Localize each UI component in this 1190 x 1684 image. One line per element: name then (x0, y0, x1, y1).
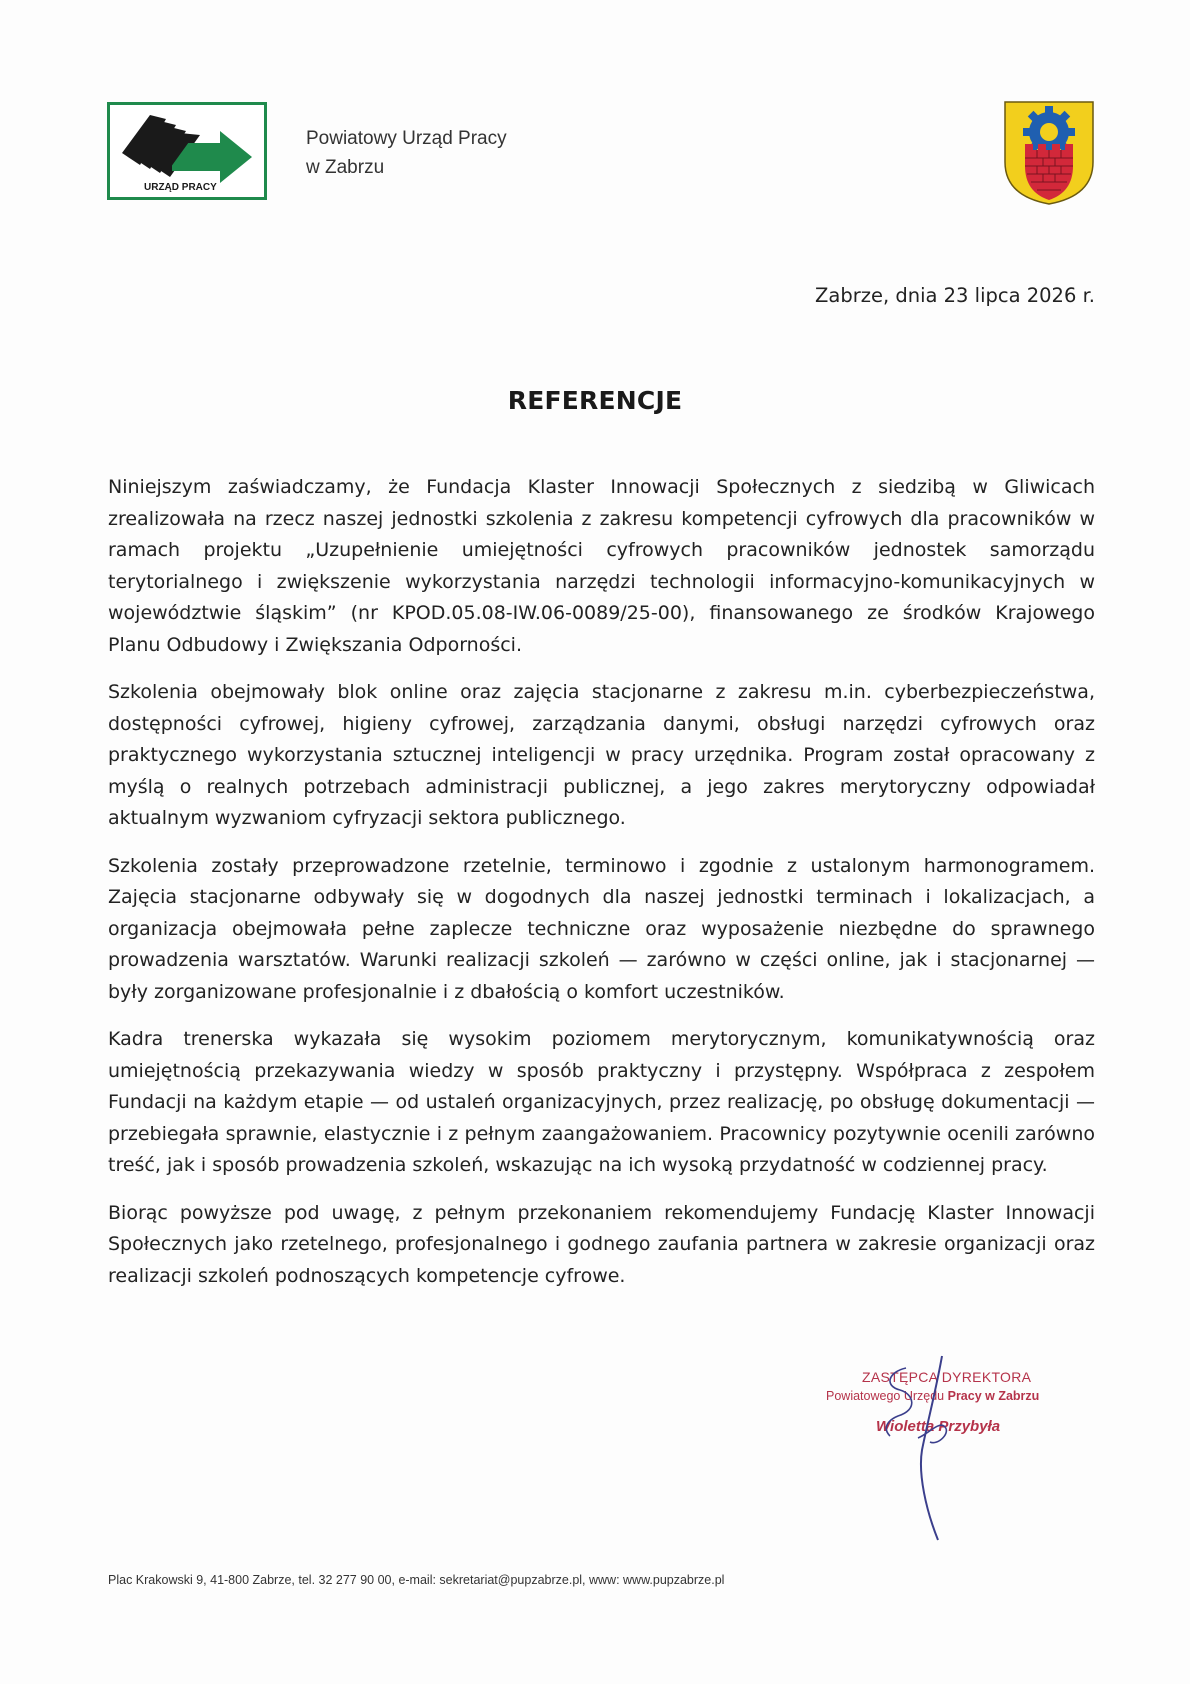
stamp-position: ZASTĘPCA DYREKTORA (862, 1369, 1032, 1385)
paragraph: Kadra trenerska wykazała się wysokim poziomem merytorycznym, komunikatywnością oraz umiejętnością przekazywania wiedzy w sposób praktyczny i przystępny. Współpraca z zespołem Fundacji na każdym etapie — od ustaleń organizacyjnych, przez realizację, po obsługę dokumentacji — przebiegała sprawnie, elastycznie i z pełnym zaangażowaniem. Pracownicy pozytywnie ocenili zarówno treść, jak i sposób prowadzenia szkoleń, wskazując na ich wysoką przydatność w codziennej pracy. (108, 1028, 1095, 1176)
paragraph: Szkolenia obejmowały blok online oraz zajęcia stacjonarne z zakresu m.in. cyberbezpieczeństwa, dostępności cyfrowej, higieny cyfrowej, zarządzania danymi, obsługi narzędzi cyfrowych oraz praktycznego wykorzystania sztucznej inteligencji w pracy urzędnika. Program został opracowany z myślą o realnych potrzebach administracji publicznej, a jego zakres merytoryczny odpowiadał aktualnym wyzwaniom cyfryzacji sektora publicznego. (108, 681, 1095, 829)
stamp-signatory-name: Wioletta Przybyła (876, 1418, 1001, 1435)
zabrze-coat-of-arms (1003, 100, 1095, 206)
paragraph: Szkolenia zostały przeprowadzone rzetelnie, terminowo i zgodnie z ustalonym harmonogramem. Zajęcia stacjonarne odbywały się w dogodnych dla naszej jednostki terminach i lokalizacjach, a organizacja obejmowała pełne zaplecze techniczne oraz wyposażenie niezbędne do sprawnego prowadzenia warsztatów. Warunki realizacji szkoleń — zarówno w części online, jak i stacjonarnej — były zorganizowane profesjonalnie i z dbałością o komfort uczestników. (108, 854, 1095, 1003)
organization-name (306, 124, 507, 182)
paragraph: Niniejszym zaświadczamy, że Fundacja Klaster Innowacji Społecznych z siedzibą w Gliwicach zrealizowała na rzecz naszej jednostki szkolenia z zakresu kompetencji cyfrowych dla pracowników w ramach projektu „Uzupełnienie umiejętności cyfrowych pracowników jednostek samorządu terytorialnego i zwiększenie wykorzystania narzędzi technologii informacyjno-komunikacyjnych w województwie śląskim” (nr KPOD.05.08-IW.06-0089/25-00), finansowanego ze środków Krajowego Planu Odbudowy i Zwiększania Odporności. (108, 476, 1095, 656)
logo-text: URZĄD PRACY (144, 182, 217, 193)
urzad-pracy-logo (107, 102, 267, 200)
stamp-institution-bold: Pracy w Zabrzu (947, 1389, 1040, 1403)
letter-body (108, 472, 1095, 1308)
footer-contact: Plac Krakowski 9, 41-800 Zabrze, tel. 32 277 90 00, e-mail: sekretariat@pupzabrze.pl, www: www.pupzabrze.pl (108, 1573, 725, 1587)
org-name-line1: Powiatowy Urząd Pracy (306, 128, 507, 149)
stamp-institution-prefix: Powiatowego Urzędu (826, 1389, 948, 1403)
handwritten-signature (818, 1350, 1058, 1560)
document-title: REFERENCJE (507, 386, 683, 415)
document-date: Zabrze, dnia 23 lipca 2026 r. (815, 284, 1095, 307)
org-name-line2: w Zabrzu (306, 157, 385, 178)
official-stamp (818, 1350, 1058, 1560)
paragraph: Biorąc powyższe pod uwagę, z pełnym przekonaniem rekomendujemy Fundację Klaster Innowacji Społecznych jako rzetelnego, profesjonalnego i godnego zaufania partnera w zakresie organizacji oraz realizacji szkoleń podnoszących kompetencje cyfrowe. (108, 1201, 1095, 1287)
